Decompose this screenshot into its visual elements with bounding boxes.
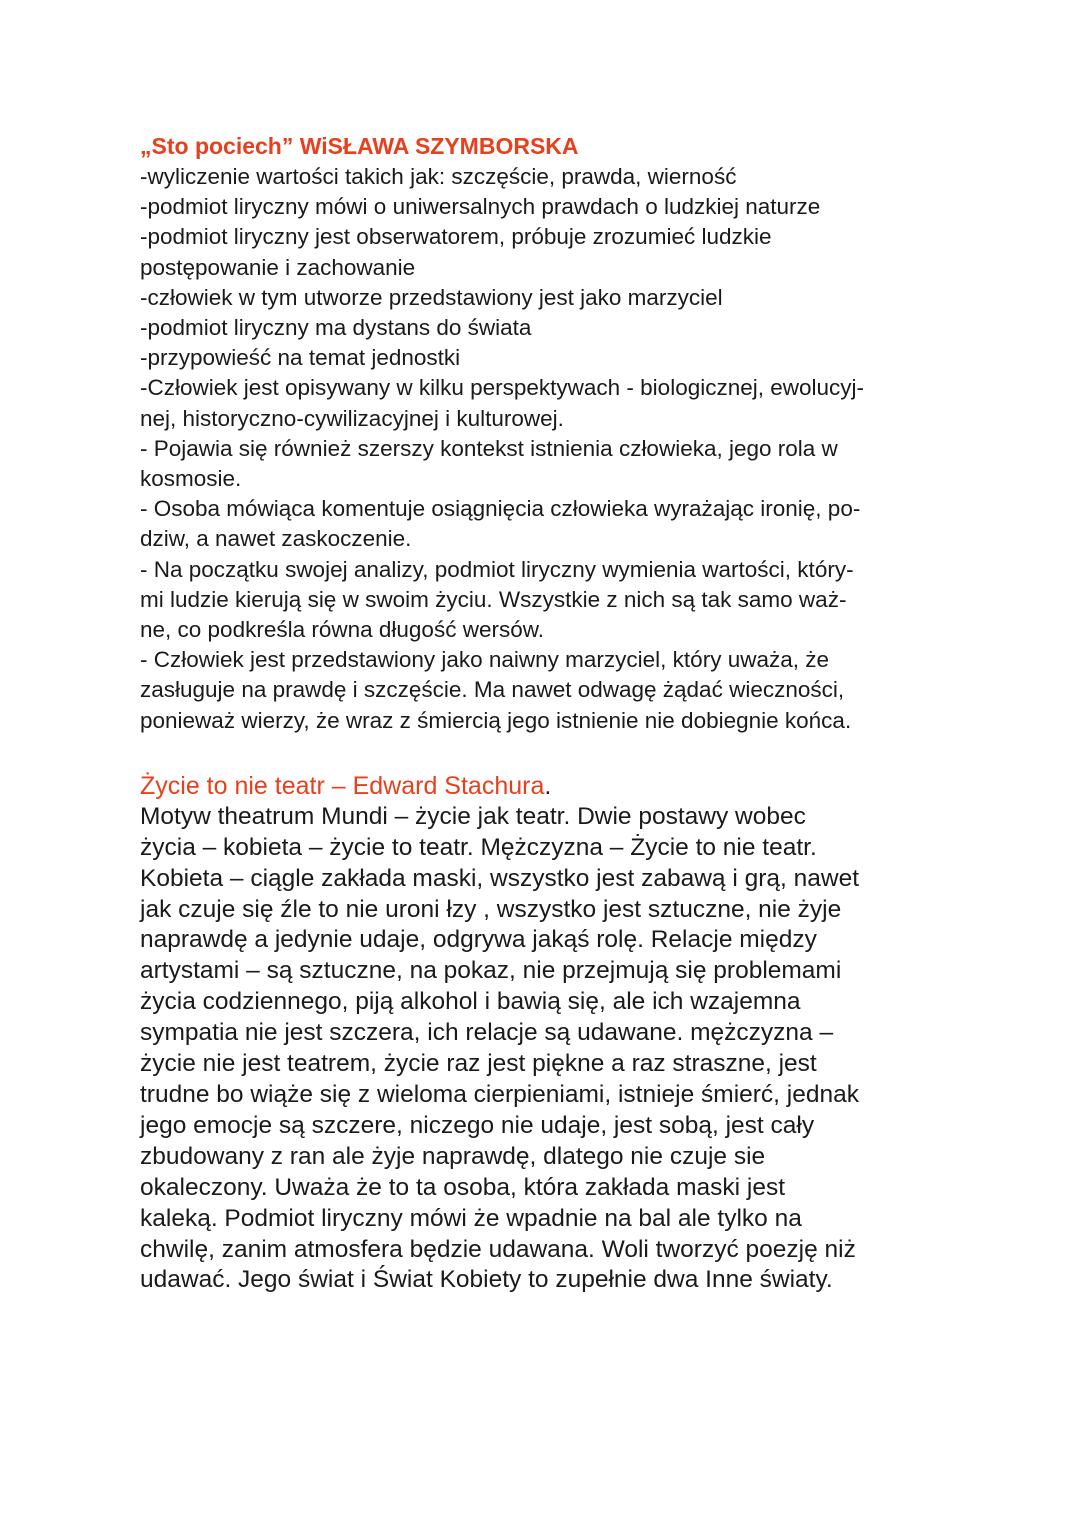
section2-title-text: Życie to nie teatr – Edward Stachura bbox=[140, 771, 545, 800]
section1-body bbox=[140, 162, 950, 736]
section2-title-suffix: . bbox=[544, 771, 552, 800]
text-line: Motyw theatrum Mundi – życie jak teatr. Dwie postawy wobec bbox=[140, 802, 806, 830]
text-line: jego emocje są szczere, niczego nie udaje, jest sobą, jest cały bbox=[140, 1111, 815, 1139]
section2-body bbox=[140, 802, 950, 1297]
text-line: dziw, a nawet zaskoczenie. bbox=[140, 526, 412, 552]
text-line: życia codziennego, piją alkohol i bawią się, ale ich wzajemna bbox=[140, 988, 801, 1016]
document-page bbox=[140, 130, 950, 1296]
text-line: zbudowany z ran ale żyje naprawdę, dlatego nie czuje sie bbox=[140, 1142, 766, 1170]
text-line: - Człowiek jest przedstawiony jako naiwny marzyciel, który uważa, że bbox=[140, 647, 829, 673]
text-line: ne, co podkreśla równa długość wersów. bbox=[140, 617, 544, 643]
text-line: -przypowieść na temat jednostki bbox=[140, 345, 461, 371]
text-line: -człowiek w tym utworze przedstawiony jest jako marzyciel bbox=[140, 284, 723, 310]
text-line: kosmosie. bbox=[140, 466, 242, 492]
text-line: -podmiot liryczny mówi o uniwersalnych prawdach o ludzkiej naturze bbox=[140, 194, 821, 220]
text-line: - Osoba mówiąca komentuje osiągnięcia człowieka wyrażając ironię, po- bbox=[140, 496, 861, 522]
text-line: życie nie jest teatrem, życie raz jest piękne a raz straszne, jest bbox=[140, 1050, 817, 1078]
text-line: sympatia nie jest szczera, ich relacje są udawane. mężczyzna – bbox=[140, 1019, 834, 1047]
text-line: -podmiot liryczny jest obserwatorem, próbuje zrozumieć ludzkie bbox=[140, 224, 772, 250]
text-line: -wyliczenie wartości takich jak: szczęście, prawda, wierność bbox=[140, 164, 737, 189]
text-line: Kobieta – ciągle zakłada maski, wszystko jest zabawą i grą, nawet bbox=[140, 864, 860, 892]
text-line: -podmiot liryczny ma dystans do świata bbox=[140, 315, 532, 341]
text-line: naprawdę a jedynie udaje, odgrywa jakąś rolę. Relacje między bbox=[140, 926, 817, 954]
text-line: mi ludzie kierują się w swoim życiu. Wszystkie z nich są tak samo waż- bbox=[140, 586, 847, 612]
text-line: - Na początku swojej analizy, podmiot liryczny wymienia wartości, który- bbox=[140, 556, 854, 582]
text-line: życia – kobieta – życie to teatr. Mężczyzna – Życie to nie teatr. bbox=[140, 833, 817, 861]
text-line: jak czuje się źle to nie uroni łzy , wszystko jest sztuczne, nie żyje bbox=[140, 895, 842, 923]
section2-title bbox=[140, 770, 950, 802]
section1-title: „Sto pociech” WiSŁAWA SZYMBORSKA bbox=[140, 133, 579, 159]
text-line: kaleką. Podmiot liryczny mówi że wpadnie na bal ale tylko na bbox=[140, 1204, 802, 1232]
text-line: artystami – są sztuczne, na pokaz, nie przejmują się problemami bbox=[140, 957, 842, 985]
text-line: postępowanie i zachowanie bbox=[140, 254, 416, 280]
text-line: trudne bo wiąże się z wieloma cierpieniami, istnieje śmierć, jednak bbox=[140, 1081, 859, 1109]
text-line: -Człowiek jest opisywany w kilku perspektywach - biologicznej, ewolucyj- bbox=[140, 375, 865, 401]
text-line: okaleczony. Uważa że to ta osoba, która zakłada maski jest bbox=[140, 1173, 786, 1201]
text-line: - Pojawia się również szerszy kontekst istnienia człowieka, jego rola w bbox=[140, 435, 838, 461]
text-line: chwilę, zanim atmosfera będzie udawana. Woli tworzyć poezję niż bbox=[140, 1235, 856, 1263]
text-line: zasługuje na prawdę i szczęście. Ma nawet odwagę żądać wieczności, bbox=[140, 677, 845, 703]
text-line: udawać. Jego świat i Świat Kobiety to zupełnie dwa Inne światy. bbox=[140, 1266, 833, 1294]
text-line: nej, historyczno-cywilizacyjnej i kulturowej. bbox=[140, 405, 564, 431]
text-line: ponieważ wierzy, że wraz z śmiercią jego istnienie nie dobiegnie końca. bbox=[140, 707, 852, 733]
